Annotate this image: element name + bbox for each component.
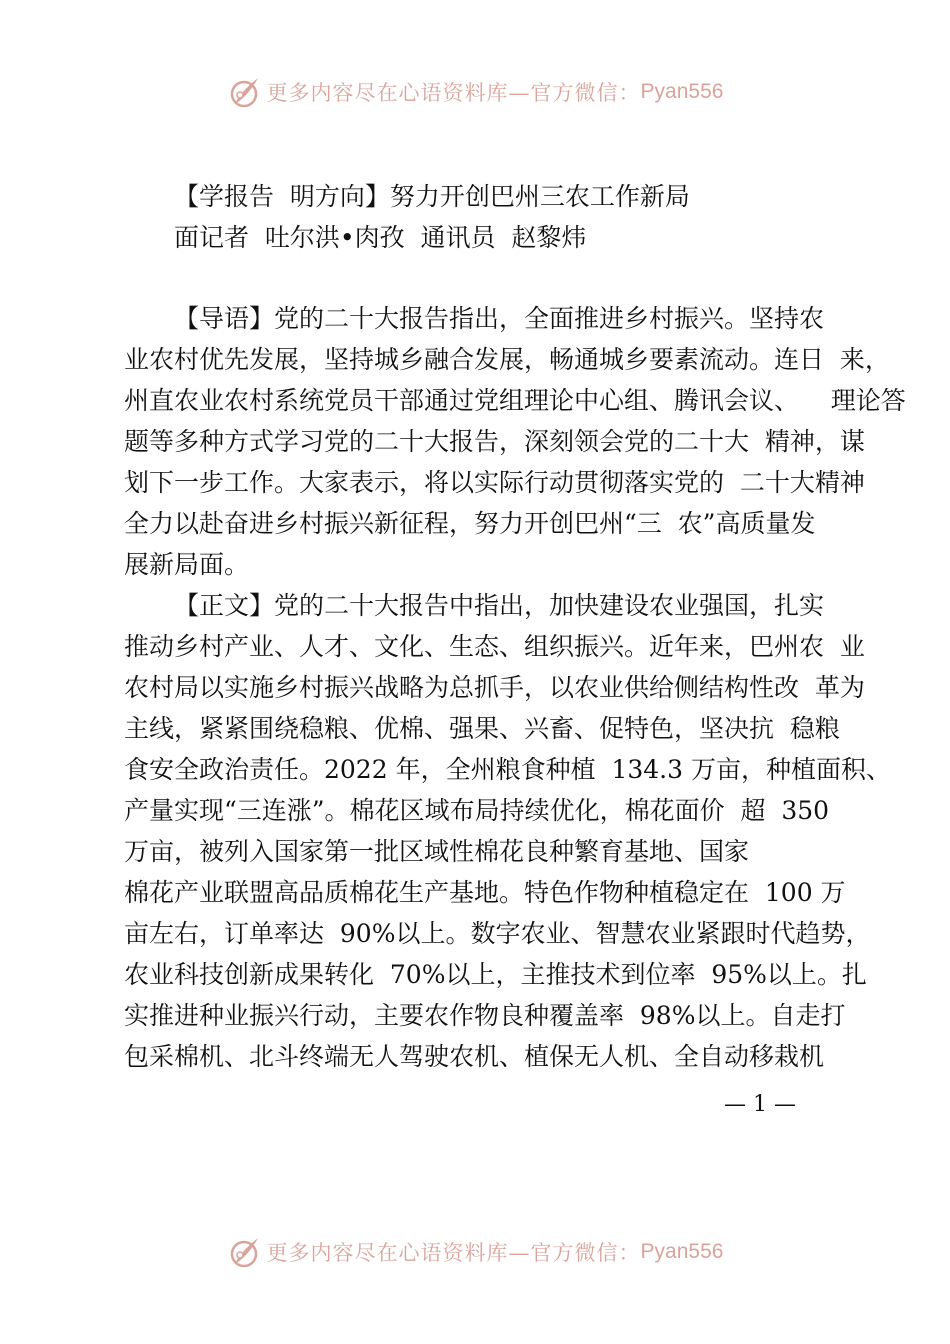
text-line: 产量实现“三连涨”。棉花区域布局持续优化，棉花面价 超 350 [124, 796, 830, 825]
watermark-text: 更多内容尽在心语资料库—官方微信： [266, 1241, 641, 1265]
text-line: 农业科技创新成果转化 70%以上，主推技术到位率 95%以上。扎 [124, 960, 867, 989]
watermark-header [0, 72, 950, 112]
watermark-text: 更多内容尽在心语资料库—官方微信： [266, 81, 641, 105]
watermark-wechat-id: Pyan556 [640, 80, 724, 103]
text-line: 【正文】党的二十大报告中指出，加快建设农业强国，扎实 [174, 591, 825, 620]
text-line: 食安全政治责任。2022 年，全州粮食种植 134.3 万亩，种植面积、 [124, 755, 891, 784]
text-line: 业农村优先发展，坚持城乡融合发展，畅通城乡要素流动。连日 来， [124, 345, 890, 374]
text-line: 亩左右，订单率达 90%以上。数字农业、智慧农业紧跟时代趋势， [124, 919, 871, 948]
article-byline: 面记者 吐尔洪•肉孜 通讯员 赵黎炜 [174, 223, 587, 252]
page-number: — 1 — [724, 1092, 796, 1117]
text-line: 题等多种方式学习党的二十大报告，深刻领会党的二十大 精神，谋 [124, 427, 865, 456]
text-line: 展新局面。 [124, 550, 250, 579]
article-body [124, 298, 906, 1077]
watermark-footer [0, 1232, 950, 1272]
article-title: 【学报告 明方向】努力开创巴州三农工作新局 [174, 182, 690, 211]
article-header [174, 176, 874, 258]
text-line: 包采棉机、北斗终端无人驾驶农机、植保无人机、全自动移栽机 [124, 1042, 825, 1071]
text-line: 全力以赴奋进乡村振兴新征程，努力开创巴州“三 农”高质量发 [124, 509, 816, 538]
quill-logo-icon [227, 75, 261, 109]
text-line: 农村局以实施乡村振兴战略为总抓手，以农业供给侧结构性改 革为 [124, 673, 865, 702]
text-line: 主线，紧紧围绕稳粮、优棉、强果、兴畜、促特色，坚决抗 稳粮 [124, 714, 840, 743]
text-line: 【导语】党的二十大报告指出，全面推进乡村振兴。坚持农 [174, 304, 825, 333]
text-line: 实推进种业振兴行动，主要农作物良种覆盖率 98%以上。自走打 [124, 1001, 846, 1030]
text-line: 划下一步工作。大家表示，将以实际行动贯彻落实党的 二十大精神 [124, 468, 865, 497]
text-line: 州直农业农村系统党员干部通过党组理论中心组、腾讯会议、 理论答 [124, 386, 906, 415]
watermark-wechat-id: Pyan556 [640, 1240, 724, 1263]
text-line: 棉花产业联盟高品质棉花生产基地。特色作物种植稳定在 100 万 [124, 878, 846, 907]
text-line: 推动乡村产业、人才、文化、生态、组织振兴。近年来，巴州农 业 [124, 632, 865, 661]
text-line: 万亩，被列入国家第一批区域性棉花良种繁育基地、国家 [124, 837, 750, 866]
intro-paragraph [124, 298, 906, 585]
quill-logo-icon [227, 1235, 261, 1269]
main-paragraph [124, 585, 891, 1077]
